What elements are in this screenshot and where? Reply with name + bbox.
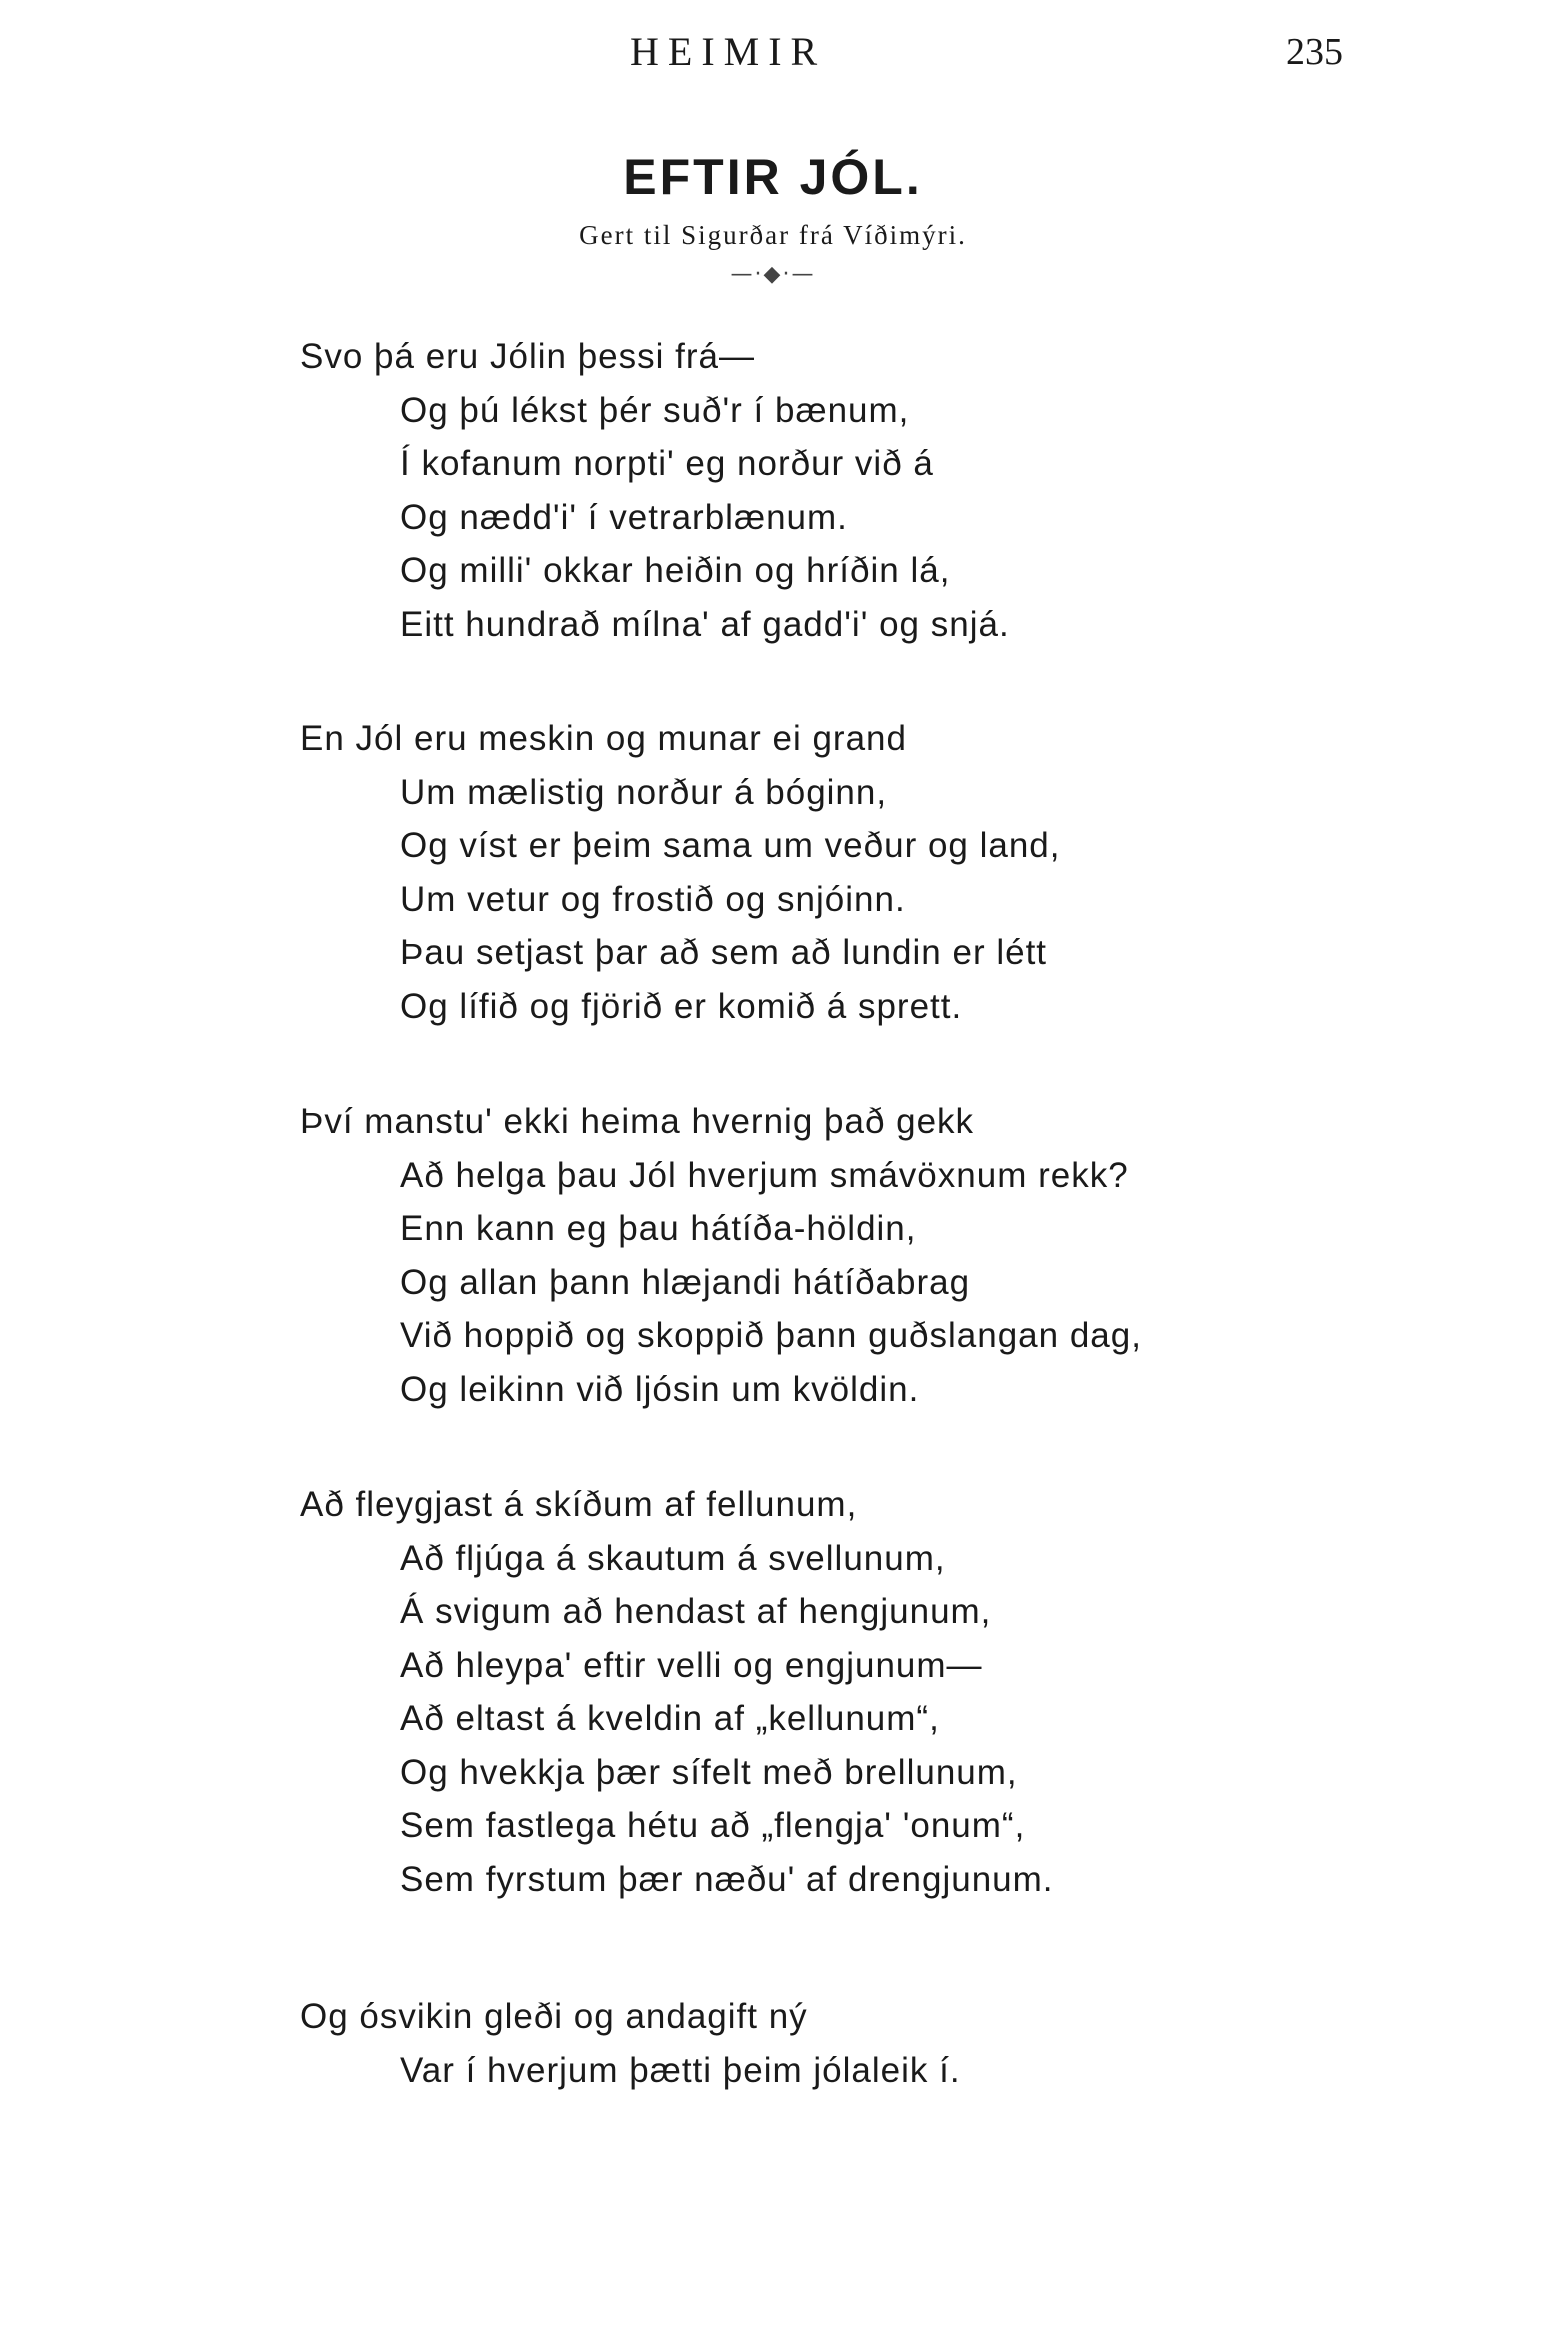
poem-line: Við hoppið og skoppið þann guðslangan dag,	[400, 1316, 1142, 1355]
poem-line: Í kofanum norpti' eg norður við á	[400, 444, 934, 483]
stanza	[300, 712, 1400, 1033]
poem-line: Enn kann eg þau hátíða-höldin,	[400, 1209, 917, 1248]
poem-line: Var í hverjum þætti þeim jólaleik í.	[400, 2050, 961, 2090]
poem-line: Að fleygjast á skíðum af fellunum,	[300, 1485, 858, 1524]
poem-line: Og ósvikin gleði og andagift ný	[300, 1997, 808, 2036]
stanza	[300, 1478, 1400, 1906]
running-title: HEIMIR	[630, 29, 827, 74]
stanza	[300, 330, 1400, 651]
poem-dedication: Gert til Sigurðar frá Víðimýri.	[579, 220, 967, 250]
poem-line: Að helga þau Jól hverjum smávöxnum rekk?	[400, 1155, 1129, 1195]
poem-line: Um vetur og frostið og snjóinn.	[400, 879, 906, 919]
poem-line: Og víst er þeim sama um veður og land,	[400, 826, 1061, 865]
poem-line: Því manstu' ekki heima hvernig það gekk	[300, 1102, 975, 1141]
poem-title: EFTIR JÓL.	[623, 149, 923, 205]
poem-line: Og hvekkja þær sífelt með brellunum,	[400, 1752, 1018, 1792]
poem-line: Og lífið og fjörið er komið á sprett.	[400, 986, 963, 1026]
poem-line: Þau setjast þar að sem að lundin er létt	[400, 933, 1048, 972]
poem-line: Eitt hundrað mílna' af gadd'i' og snjá.	[400, 604, 1010, 644]
poem-line: Svo þá eru Jólin þessi frá—	[300, 337, 755, 376]
poem-line: Sem fyrstum þær næðu' af drengjunum.	[400, 1859, 1054, 1899]
poem-line: Að fljúga á skautum á svellunum,	[400, 1538, 946, 1578]
poem-line: Og þú lékst þér suð'r í bænum,	[400, 390, 910, 430]
poem-line: Og leikinn við ljósin um kvöldin.	[400, 1369, 920, 1409]
poem-line: Að eltast á kveldin af „kellunum“,	[400, 1699, 940, 1738]
poem-line: Og nædd'i' í vetrarblænum.	[400, 497, 848, 537]
page-number: 235	[1286, 31, 1343, 73]
poem-line: En Jól eru meskin og munar ei grand	[300, 719, 907, 758]
poem-line: Sem fastlega hétu að „flengja' 'onum“,	[400, 1806, 1026, 1845]
poem-line: Og allan þann hlæjandi hátíðabrag	[400, 1262, 971, 1302]
ornament-divider: —·◆·—	[730, 262, 816, 287]
poem-line: Og milli' okkar heiðin og hríðin lá,	[400, 551, 951, 590]
running-head	[0, 28, 1546, 88]
stanza	[300, 1990, 1400, 2097]
stanza	[300, 1095, 1400, 1416]
poem-line: Á svigum að hendast af hengjunum,	[400, 1592, 992, 1631]
poem-line: Um mælistig norður á bóginn,	[400, 772, 888, 812]
poem-line: Að hleypa' eftir velli og engjunum—	[400, 1645, 983, 1685]
